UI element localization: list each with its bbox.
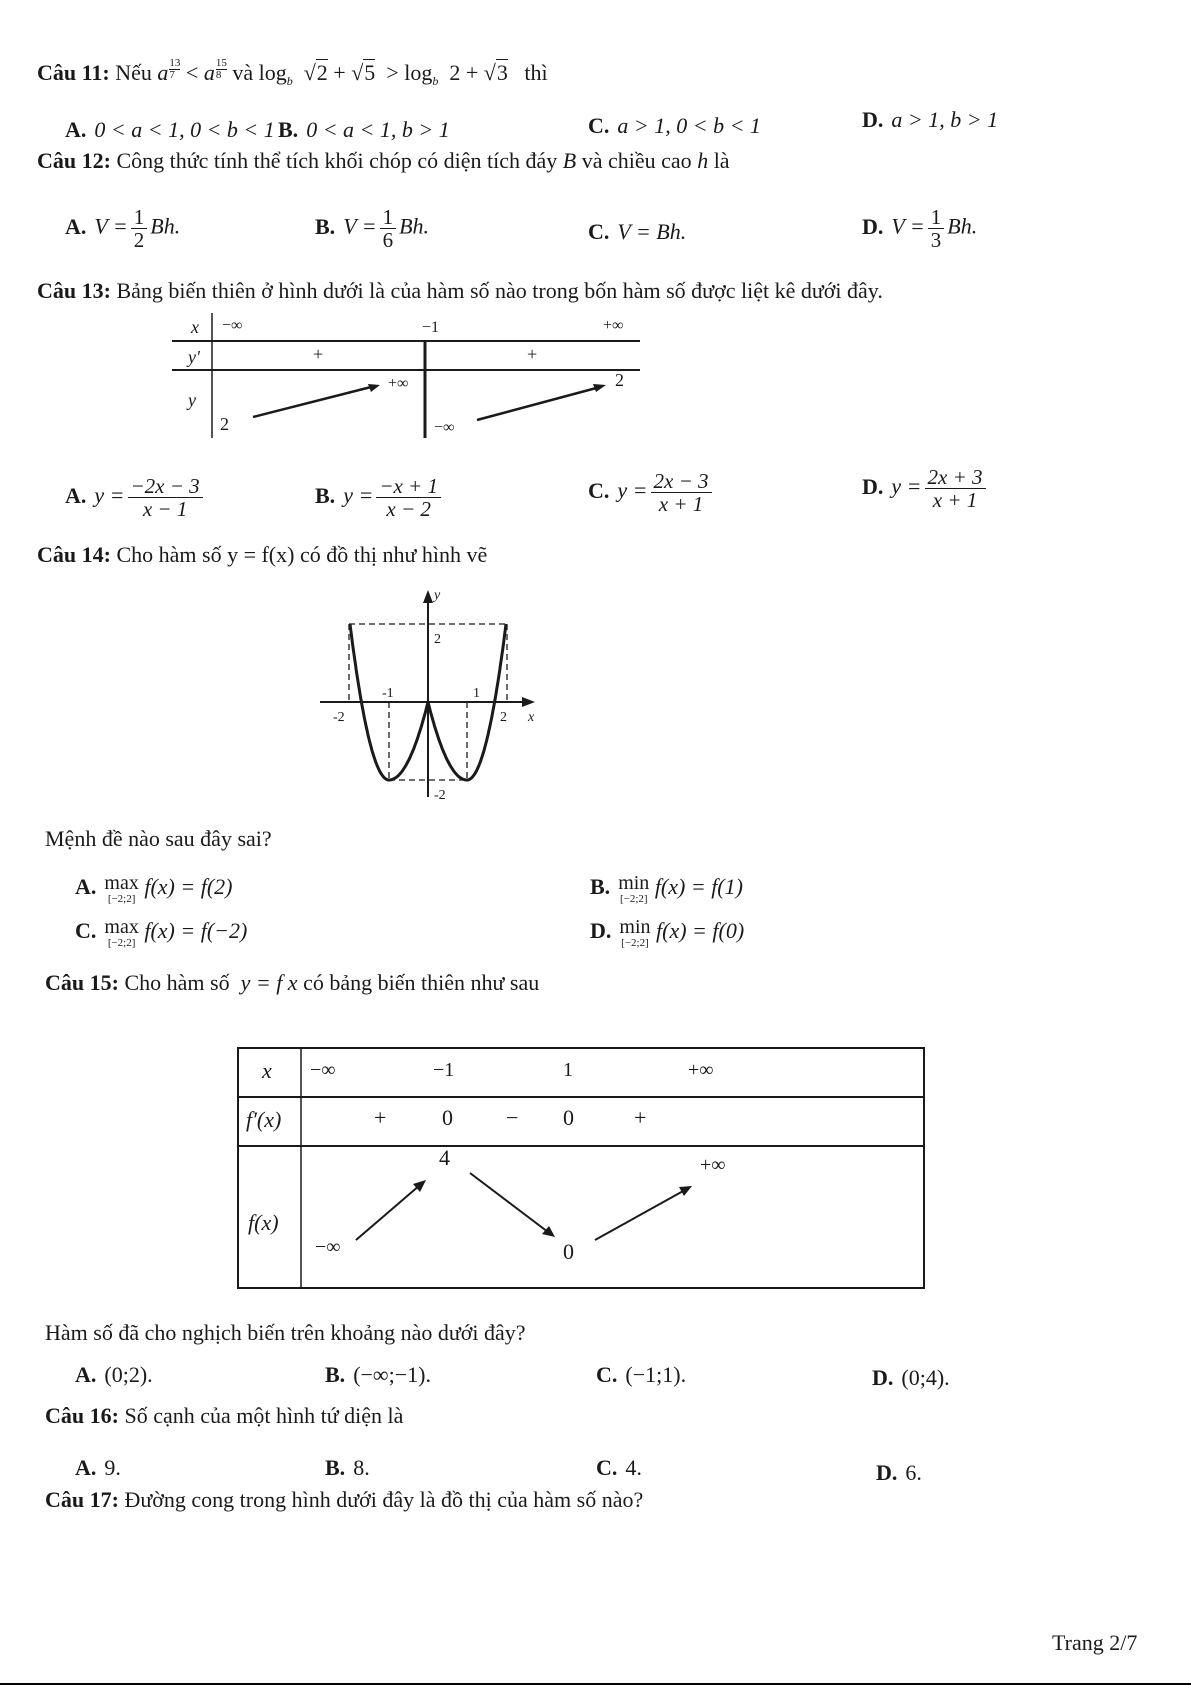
log-base: b [286,74,293,88]
y-value: +∞ [388,375,409,392]
question-text: Cho hàm số y = f(x) có đồ thị như hình vẽ [116,542,488,567]
question-label: Câu 17: [45,1487,119,1512]
x-axis-arrow-icon [522,697,535,707]
option-c[interactable]: C. (−1;1). [596,1362,687,1387]
question-label: Câu 14: [37,542,111,567]
option-d[interactable]: D. 6. [876,1460,922,1485]
question-text: là [713,148,730,173]
question-text: Số cạnh của một hình tứ diện là [124,1403,404,1428]
question-14 [37,542,487,568]
tick-label: 2 [434,632,441,647]
sign-value: + [313,344,324,364]
increase-arrow [356,1185,420,1240]
option-d[interactable]: D. a > 1, b > 1 [862,107,999,132]
tick-label: 2 [500,710,507,725]
variation-table-15 [230,1040,940,1300]
option-c[interactable]: C. 4. [596,1455,642,1480]
question-label: Câu 13: [37,278,111,303]
x-value: −∞ [310,1059,336,1081]
y-axis-arrow-icon [423,590,433,603]
math-func: log [258,60,287,85]
option-c[interactable]: C. y = $\frac{2x - 3}{x + 1}$ [588,470,715,515]
math-op: < [185,60,199,85]
option-a[interactable]: A. max [−2;2] f(x) = f(2) [75,872,233,905]
option-a[interactable]: A. V = $\frac{1}{2}$ Bh. [65,205,181,253]
option-b[interactable]: B. y = $\frac{-x + 1}{x - 2}$ [315,475,444,520]
radicand: 2 [316,60,328,85]
increase-arrow [477,387,600,420]
option-d[interactable]: D. (0;4). [872,1365,950,1390]
question-text: Đường cong trong hình dưới đây là đồ thị của hàm số nào? [124,1487,644,1512]
x-value: −1 [422,319,440,336]
f-value: −∞ [315,1236,341,1258]
exponent-fraction: 13 7 [169,57,181,81]
math-op: + [465,60,479,85]
radicand: 3 [496,60,508,85]
option-a[interactable]: A. 0 < a < 1, 0 < b < 1 [65,117,275,142]
option-d[interactable]: D. min [−2;2] f(x) = f(0) [590,916,745,949]
row-header-x: x [262,1058,272,1083]
arrow-head [593,384,606,392]
exponent-fraction: 15 8 [215,57,227,81]
question-15 [45,970,539,996]
math-var: B [562,148,577,173]
x-value: 1 [563,1059,573,1081]
radicand: 5 [364,60,376,85]
option-b[interactable]: B. 8. [325,1455,370,1480]
question-label: Câu 15: [45,970,119,995]
f-value: +∞ [700,1154,726,1176]
option-d[interactable]: D. y = $\frac{2x + 3}{x + 1}$ [862,466,989,511]
y-value: 2 [220,414,229,434]
x-value: +∞ [688,1059,714,1081]
option-c[interactable]: C. a > 1, 0 < b < 1 [588,113,761,138]
row-header-f: f(x) [248,1210,279,1235]
question-text: thì [524,60,548,85]
question-label: Câu 16: [45,1403,119,1428]
sign-value: 0 [442,1105,453,1130]
question-label: Câu 12: [37,148,111,173]
variation-table-13 [150,310,650,445]
decrease-arrow [470,1173,548,1232]
question-14-prompt: Mệnh đề nào sau đây sai? [45,826,272,851]
question-16 [45,1403,403,1429]
arrow-head [542,1226,555,1237]
option-c[interactable]: C. V = Bh. [588,219,687,244]
option-a[interactable]: A. (0;2). [75,1362,153,1387]
option-b[interactable]: B. 0 < a < 1, b > 1 [278,117,450,142]
y-value: −∞ [434,419,455,436]
table-border [238,1048,924,1288]
math-expr: y = f x [240,970,298,995]
question-15-prompt: Hàm số đã cho nghịch biến trên khoảng nào dưới đây? [45,1320,526,1345]
function-graph-14 [300,585,560,805]
sqrt-icon: √ [303,60,316,85]
math-func: log [404,60,433,85]
arrow-head [679,1186,692,1196]
question-text: Nếu [115,60,152,85]
sign-value: + [527,344,538,364]
question-13 [37,278,883,304]
increase-arrow [595,1190,685,1240]
question-17 [45,1487,643,1513]
log-base: b [432,74,439,88]
math-var: a [157,60,169,85]
math-op: > [386,60,399,85]
sign-value: + [634,1105,647,1130]
math-op: + [333,60,346,85]
row-header-yprime: y' [188,347,200,367]
x-value: +∞ [603,317,624,334]
option-b[interactable]: B. V = $\frac{1}{6}$ Bh. [315,205,430,253]
x-value: −1 [433,1059,455,1081]
option-a[interactable]: A. y = $\frac{-2x - 3}{x - 1}$ [65,475,206,520]
question-text: và [232,60,254,85]
question-text: Bảng biến thiên ở hình dưới là của hàm số nào trong bốn hàm số được liệt kê dưới đây. [116,278,883,303]
f-value: 4 [439,1145,450,1170]
sqrt-icon: √ [351,60,364,85]
tick-label: -1 [382,686,394,701]
axis-label-y: y [434,588,441,603]
option-a[interactable]: A. 9. [75,1455,121,1480]
sign-value: − [506,1105,519,1130]
option-c[interactable]: C. max [−2;2] f(x) = f(−2) [75,916,248,949]
sign-value: 0 [563,1105,574,1130]
arrow-head [368,384,380,392]
math-var: a [203,60,215,85]
math-num: 2 [449,60,461,85]
page-number: Trang 2/7 [1052,1630,1138,1655]
option-b[interactable]: B. min [−2;2] f(x) = f(1) [590,872,743,905]
x-value: −∞ [222,317,243,334]
question-text: có bảng biến thiên như sau [303,970,540,995]
question-text: Công thức tính thể tích khối chóp có diện tích đáy [116,148,558,173]
y-value: 2 [615,370,624,390]
question-text: Cho hàm số [124,970,230,995]
option-b[interactable]: B. (−∞;−1). [325,1362,431,1387]
question-12 [37,148,730,174]
question-label: Câu 11: [37,60,110,85]
math-var: h [697,148,709,173]
row-header-x: x [191,317,199,337]
axis-label-x: x [528,710,535,725]
question-11 [37,58,548,89]
row-header-fprime: f′(x) [246,1107,282,1132]
tick-label: -2 [333,710,345,725]
tick-label: -2 [434,788,446,803]
row-header-y: y [188,390,196,410]
increase-arrow [253,386,375,417]
sign-value: + [374,1105,387,1130]
question-text: và chiều cao [581,148,692,173]
option-d[interactable]: D. V = $\frac{1}{3}$ Bh. [862,205,978,253]
f-value: 0 [563,1239,574,1264]
sqrt-icon: √ [483,60,496,85]
tick-label: 1 [473,686,480,701]
